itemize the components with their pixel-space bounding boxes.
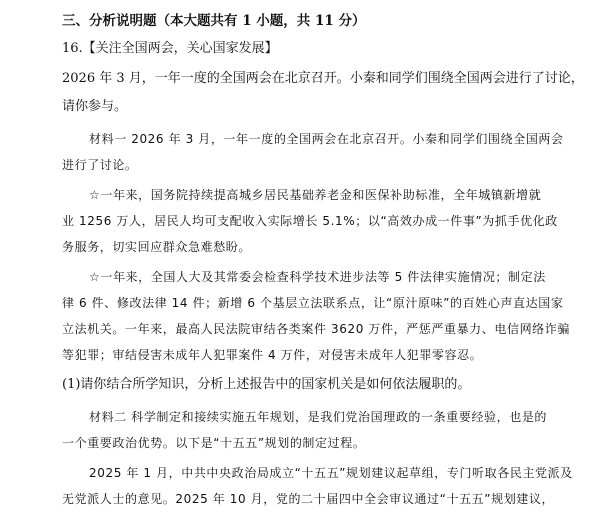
material-1-paragraph-3-line-3: 立法机关。一年来，最高人民法院审结各类案件 3620 万件，严惩严重暴力、电信网络诈骗 bbox=[62, 322, 570, 336]
material-1-paragraph-2-line-3: 务服务，切实回应群众急难愁盼。 bbox=[62, 240, 252, 254]
material-2-line-2: 一个重要政治优势。以下是“十五五”规划的制定过程。 bbox=[62, 436, 366, 450]
material-1-paragraph-2-line-2: 业 1256 万人，居民人均可支配收入实际增长 5.1%；以“高效办成一件事”为抓手优化政 bbox=[62, 214, 558, 228]
material-1-line-1: 材料一 2026 年 3 月，一年一度的全国两会在北京召开。小秦和同学们围绕全国两会 bbox=[89, 132, 564, 146]
question-intro-line-1: 2026 年 3 月，一年一度的全国两会在北京召开。小秦和同学们围绕全国两会进行了讨论， bbox=[62, 71, 584, 86]
material-2-line-1: 材料二 科学制定和接续实施五年规划，是我们党治国理政的一条重要经验，也是的 bbox=[89, 410, 548, 424]
subquestion-1: (1)请你结合所学知识，分析上述报告中的国家机关是如何依法履职的。 bbox=[62, 377, 471, 392]
material-1-paragraph-3-line-2: 律 6 件、修改法律 14 件；新增 6 个基层立法联系点，让“原汁原味”的百姓心声直达国家 bbox=[62, 296, 564, 310]
question-title: 16.【关注全国两会，关心国家发展】 bbox=[62, 41, 278, 56]
material-1-paragraph-3-line-1: ☆一年来，全国人大及其常委会检查科学技术进步法等 5 件法律实施情况；制定法 bbox=[89, 270, 546, 284]
material-2-paragraph-2-line-1: 2025 年 1 月，中共中央政治局成立“十五五”规划建议起草组，专门听取各民主党派及 bbox=[89, 466, 573, 480]
material-1-paragraph-2-line-1: ☆一年来，国务院持续提高城乡居民基础养老金和医保补助标准，全年城镇新增就 bbox=[89, 188, 542, 202]
material-2-paragraph-2-line-2: 无党派人士的意见。2025 年 10 月，党的二十届四中全会审议通过“十五五”规划建议， bbox=[62, 492, 555, 506]
question-intro-line-2: 请你参与。 bbox=[62, 99, 128, 114]
material-1-paragraph-3-line-4: 等犯罪；审结侵害未成年人犯罪案件 4 万件，对侵害未成年人犯罪零容忍。 bbox=[62, 348, 483, 362]
material-1-line-2: 进行了讨论。 bbox=[62, 158, 138, 172]
section-heading: 三、分析说明题（本大题共有 1 小题，共 11 分） bbox=[62, 13, 366, 29]
